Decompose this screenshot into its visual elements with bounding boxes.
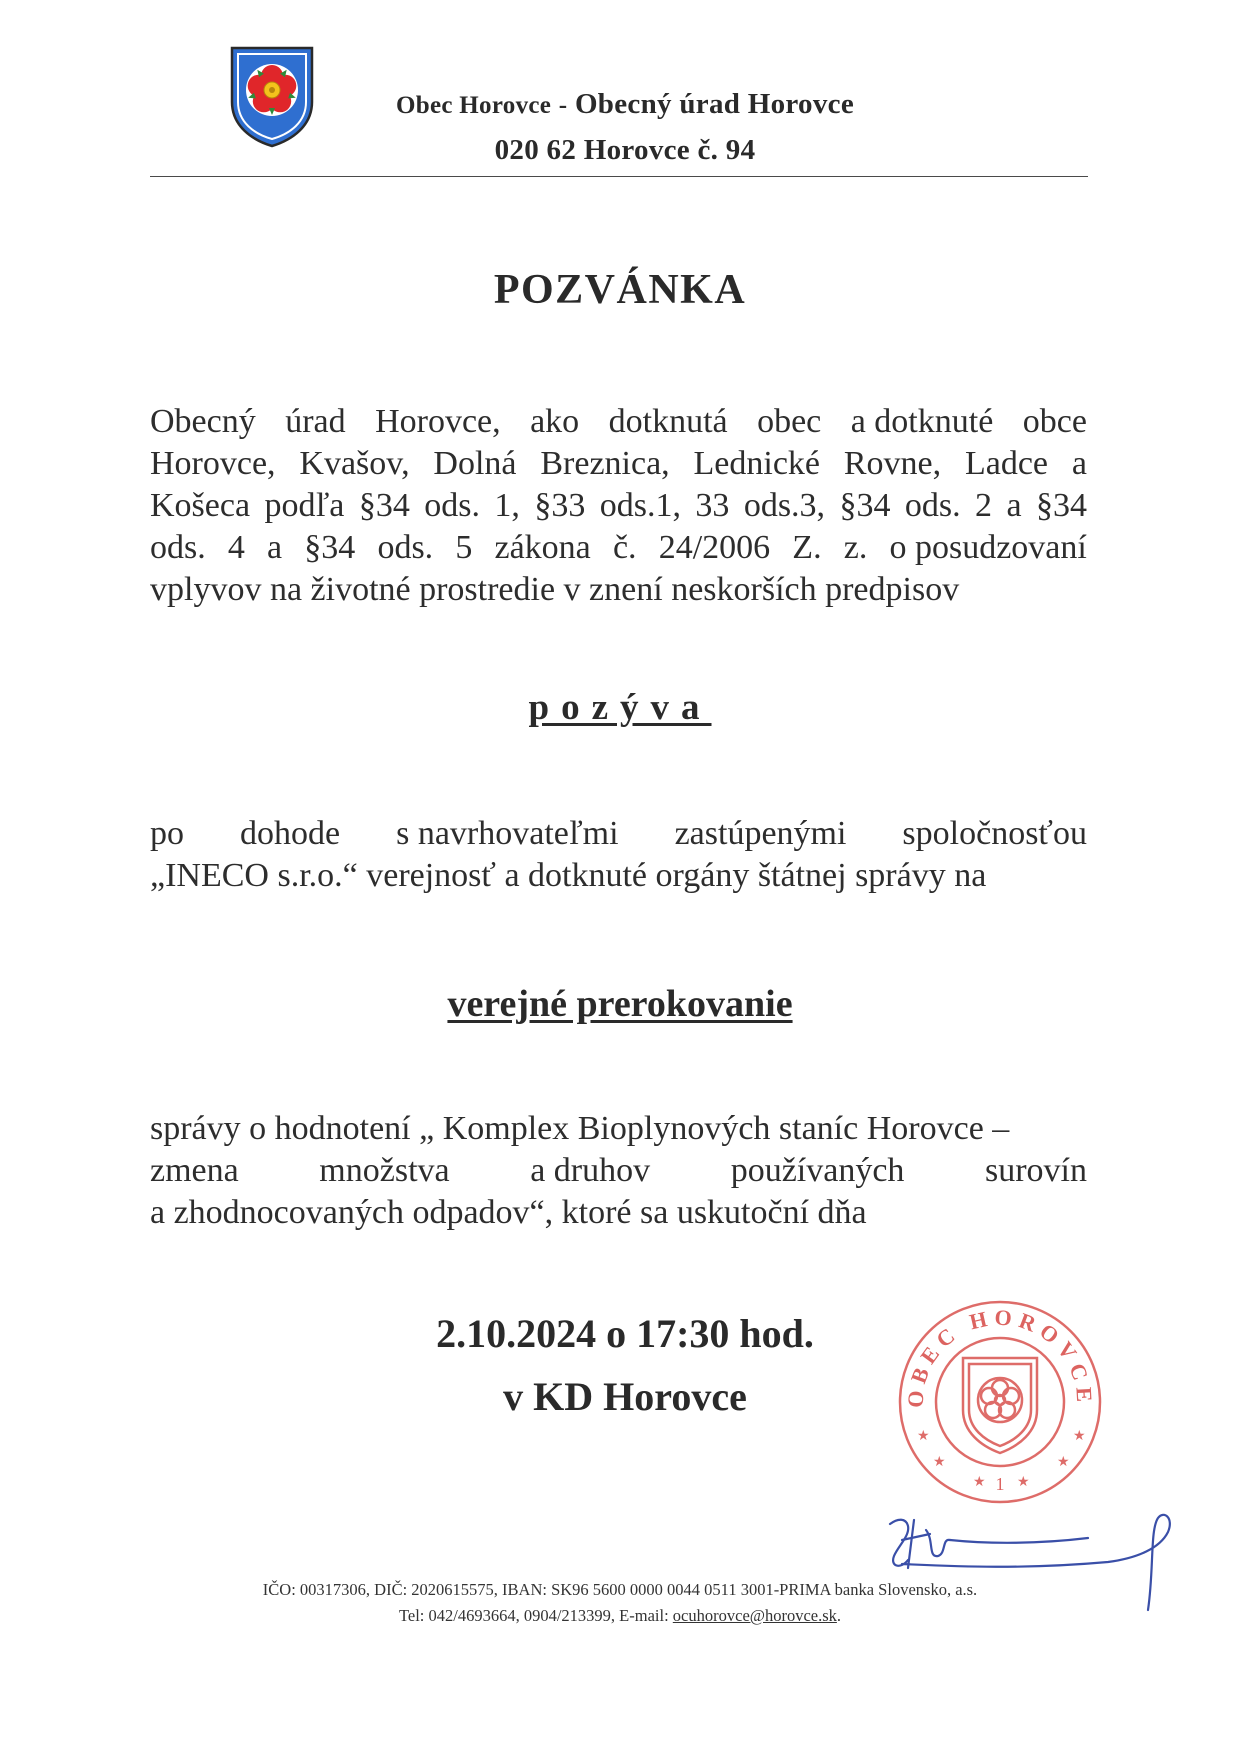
word: s navrhovateľmi [396,815,619,852]
header-address: 020 62 Horovce č. 94 [494,134,756,166]
footer-suffix: . [836,1606,842,1625]
word: Kvašov, [299,445,410,482]
word: 2 [975,487,993,524]
word: surovín [984,1152,1087,1189]
word: §34 [304,529,356,566]
word: 1, [494,487,520,524]
text-line [150,813,1087,855]
word: Horovce, [150,445,276,482]
svg-text:★: ★ [1057,1454,1070,1470]
svg-text:★: ★ [1017,1474,1030,1490]
word: dotknutá [608,403,728,440]
word: Košeca [150,487,251,524]
word: a dotknuté [850,403,994,440]
word: 33 [695,487,730,524]
email-link[interactable]: ocuhorovce@horovce.sk [672,1606,837,1625]
word: ako [530,403,580,440]
word: podľa [264,487,345,524]
word: zmena [150,1152,239,1189]
svg-text:★: ★ [1073,1428,1086,1444]
word: ods. [424,487,480,524]
coat-of-arms-icon [226,44,318,148]
word: Rovne, [843,445,942,482]
word: obec [757,403,822,440]
official-stamp-icon [893,1290,1107,1508]
stamp-text: OBEC HOROVCE [902,1304,1098,1409]
text-line [150,485,1087,527]
text-line: „INECO s.r.o.“ verejnosť a dotknuté orgány štátnej správy na [150,857,987,894]
text-line [150,1150,1087,1192]
word: Z. [792,529,822,566]
word: zastúpenými [674,815,847,852]
svg-text:★: ★ [917,1428,930,1444]
text-line: a zhodnocovaných odpadov“, ktoré sa uskutoční dňa [150,1194,867,1231]
word: ods.3, [743,487,826,524]
word: Ladce [964,445,1049,482]
hearing-heading: verejné prerokovanie [447,983,793,1025]
word: spoločnosťou [902,815,1087,852]
word: č. [612,529,637,566]
text-line [150,527,1087,569]
word: a [1006,487,1022,524]
svg-text:★: ★ [933,1454,946,1470]
word: dohode [240,815,341,852]
text-line: správy o hodnotení „ Komplex Bioplynových staníc Horovce – [150,1110,1010,1147]
word: po [150,815,184,852]
header-urad: Obecný úrad Horovce [574,88,854,120]
word: 4 [227,529,245,566]
word: 24/2006 [658,529,771,566]
word: ods.1, [599,487,681,524]
date-time: 2.10.2024 o 17:30 hod. [436,1311,814,1356]
word: §34 [358,487,410,524]
word: a [1071,445,1087,482]
word: Breznica, [540,445,670,482]
word: Dolná [433,445,517,482]
word: Obecný [150,403,256,440]
text-line [150,401,1087,443]
word: z. [843,529,868,566]
word: používaných [730,1152,905,1189]
svg-text:OBEC HOROVCE [902,1304,1097,1408]
word: ods. [150,529,206,566]
word: úrad [285,403,346,440]
page-title: POZVÁNKA [493,267,747,313]
word: ods. [377,529,434,566]
header-obec: Obec Horovce [396,92,552,119]
word: §34 [1035,487,1087,524]
svg-text:★: ★ [973,1474,986,1490]
footer-bank-info: IČO: 00317306, DIČ: 2020615575, IBAN: SK96 5600 0000 0044 0511 3001-PRIMA banka Slovensko, a.s. [262,1580,978,1599]
word: a druhov [530,1152,651,1189]
footer-phone: Tel: 042/4693664, 0904/213399, E-mail: [398,1606,673,1625]
agreement-paragraph [150,813,1087,897]
text-line: vplyvov na životné prostredie v znení neskorších predpisov [150,571,960,608]
word: ods. [904,487,961,524]
word: a [267,529,283,566]
pozyva-heading: pozýva [528,687,712,728]
word: množstva [319,1152,450,1189]
header-divider [150,176,1088,177]
word: Horovce, [375,403,501,440]
word: obce [1022,403,1087,440]
word: zákona [494,529,591,566]
intro-paragraph [150,401,1087,611]
word: Lednické [693,445,821,482]
text-line [150,443,1087,485]
report-paragraph [150,1108,1087,1234]
word: o posudzovaní [889,529,1087,566]
word: 5 [455,529,473,566]
signature-icon [868,1500,1198,1620]
word: §34 [839,487,891,524]
venue: v KD Horovce [503,1374,747,1419]
stamp-number: 1 [995,1474,1005,1494]
header-separator: - [558,92,568,119]
footer-contact [0,1606,1240,1626]
header-line-1 [330,88,920,121]
word: §33 [534,487,586,524]
